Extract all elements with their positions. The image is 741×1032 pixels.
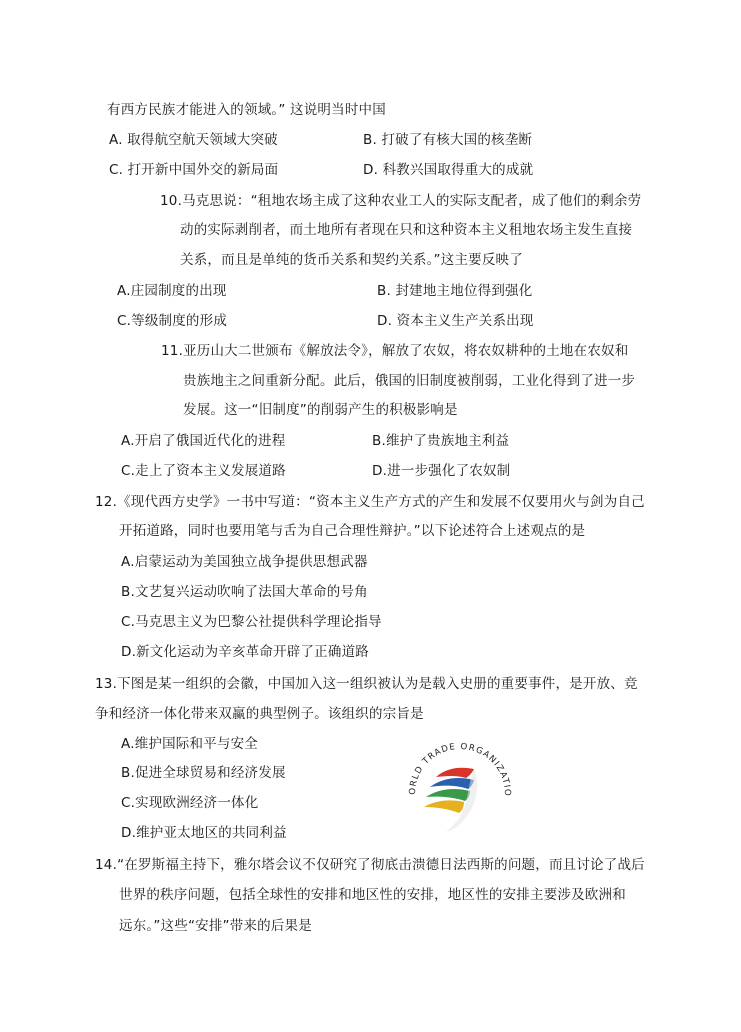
q10-option-b: B. 封建地主地位得到强化 — [377, 283, 533, 299]
q13-option-b: B.促进全球贸易和经济发展 — [121, 765, 286, 781]
q11-option-c: C.走上了资本主义发展道路 — [121, 463, 286, 479]
q11-option-b: B.维护了贵族地主利益 — [372, 433, 510, 449]
q12-stem-line: 开拓道路，同时也要用笔与舌为自己合理性辩护。”以下论述符合上述观点的是 — [119, 523, 586, 539]
q14-stem-line: 世界的秩序问题，包括全球性的安排和地区性的安排，地区性的安排主要涉及欧洲和 — [119, 887, 626, 903]
q13-option-a: A.维护国际和平与安全 — [121, 736, 258, 752]
logo-band-green — [426, 789, 470, 801]
q13-option-d: D.维护亚太地区的共同利益 — [121, 825, 287, 841]
q12-option-a: A.启蒙运动为美国独立战争提供思想武器 — [121, 554, 368, 570]
q13-stem-line: 争和经济一体化带来双赢的典型例子。该组织的宗旨是 — [95, 706, 424, 722]
q9-stem-continuation: 有西方民族才能进入的领域。” 这说明当时中国 — [107, 102, 386, 118]
q10-stem-line: 10.马克思说：“租地农场主成了这种农业工人的实际支配者，成了他们的剩余劳 — [160, 193, 642, 209]
q10-option-d: D. 资本主义生产关系出现 — [377, 313, 534, 329]
q10-stem-line: 动的实际剥削者，而土地所有者现在只和这种资本主义租地农场主发生直接 — [180, 222, 633, 238]
q11-option-d: D.进一步强化了农奴制 — [372, 463, 511, 479]
wto-logo — [402, 730, 518, 842]
q11-stem-line: 贵族地主之间重新分配。此后，俄国的旧制度被削弱，工业化得到了进一步 — [183, 373, 636, 389]
q14-stem-line: 14.“在罗斯福主持下，雅尔塔会议不仅研究了彻底击溃德日法西斯的问题，而且讨论了战后 — [95, 857, 645, 873]
q10-option-a: A.庄园制度的出现 — [117, 283, 227, 299]
q13-option-c: C.实现欧洲经济一体化 — [121, 795, 259, 811]
q9-option-a: A. 取得航空航天领域大突破 — [109, 132, 278, 148]
svg-text:WORLD TRADE ORGANIZATION — [402, 730, 512, 797]
q12-option-c: C.马克思主义为巴黎公社提供科学理论指导 — [121, 614, 382, 630]
q11-stem-line: 11.亚历山大二世颁布《解放法令》，解放了农奴，将农奴耕种的土地在农奴和 — [161, 343, 629, 359]
q12-option-d: D.新文化运动为辛亥革命开辟了正确道路 — [121, 644, 369, 660]
q9-option-c: C. 打开新中国外交的新局面 — [109, 162, 279, 178]
q11-option-a: A.开启了俄国近代化的进程 — [121, 433, 286, 449]
q12-option-b: B.文艺复兴运动吹响了法国大革命的号角 — [121, 584, 368, 600]
q10-stem-line: 关系，而且是单纯的货币关系和契约关系。”这主要反映了 — [180, 252, 523, 268]
q13-stem-line: 13.下图是某一组织的会徽，中国加入这一组织被认为是载入史册的重要事件，是开放、竞 — [95, 676, 638, 692]
q9-option-b: B. 打破了有核大国的核垄断 — [363, 132, 533, 148]
q11-stem-line: 发展。这一“旧制度”的削弱产生的积极影响是 — [183, 402, 458, 418]
logo-band-blue — [430, 778, 474, 789]
logo-band-yellow — [424, 800, 464, 813]
q10-option-c: C.等级制度的形成 — [117, 313, 228, 329]
q14-stem-line: 远东。”这些“安排”带来的后果是 — [119, 918, 312, 934]
logo-band-red — [436, 768, 474, 778]
q12-stem-line: 12.《现代西方史学》一书中写道：“资本主义生产方式的产生和发展不仅要用火与剑为自己 — [95, 494, 645, 510]
wto-logo-graphic — [402, 730, 518, 842]
q9-option-d: D. 科教兴国取得重大的成就 — [363, 162, 534, 178]
wto-logo-text: ORLD TRADE ORGANIZATIO — [407, 741, 513, 797]
